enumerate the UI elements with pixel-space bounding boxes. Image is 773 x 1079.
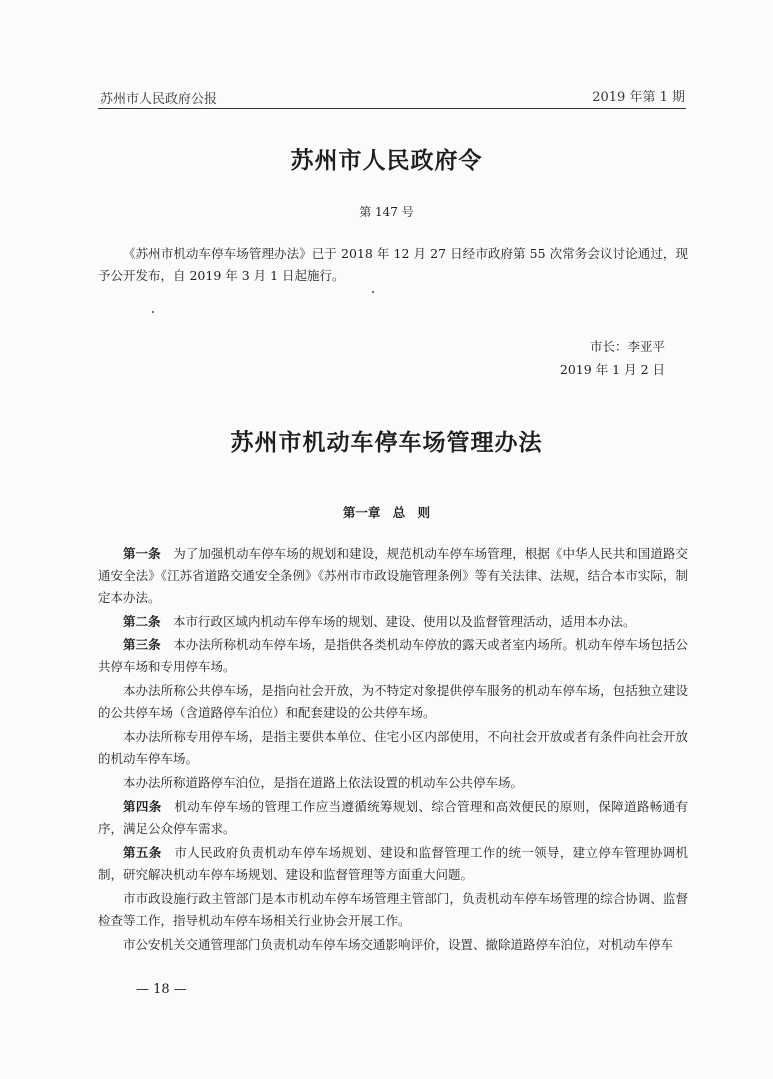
article-label: 第二条 bbox=[123, 614, 161, 629]
paragraph: 本办法所称公共停车场，是指向社会开放，为不特定对象提供停车服务的机动车停车场，包括独立建设的公共停车场（含道路停车泊位）和配套建设的公共停车场。 bbox=[98, 683, 688, 720]
decree-intro: 《苏州市机动车停车场管理办法》已于 2018 年 12 月 27 日经市政府第 55 次常务会议讨论通过，现予公开发布，自 2019 年 3 月 1 日起施行。 bbox=[98, 246, 688, 283]
article-label: 第四条 bbox=[123, 799, 162, 814]
decree-number: 第 147 号 bbox=[359, 205, 414, 219]
paragraph: 本办法所称专用停车场，是指主要供本单位、住宅小区内部使用，不向社会开放或者有条件向社会开放的机动车停车场。 bbox=[98, 729, 688, 766]
article-text: 机动车停车场的管理工作应当遵循统筹规划、综合管理和高效便民的原则，保障道路畅通有序，满足公众停车需求。 bbox=[98, 799, 688, 836]
article-5 bbox=[98, 842, 688, 886]
chapter-heading: 第一章 总 则 bbox=[342, 505, 431, 520]
article-text: 为了加强机动车停车场的规划和建设，规范机动车停车场管理，根据《中华人民共和国道路交通安全法》《江苏省道路交通安全条例》《苏州市市政设施管理条例》等有关法律、法规，结合本市实际，制定本办法。 bbox=[98, 546, 688, 605]
decree-title: 苏州市人民政府令 bbox=[290, 147, 483, 174]
paragraph: 本办法所称道路停车泊位，是指在道路上依法设置的机动车公共停车场。 bbox=[123, 775, 524, 790]
article-3 bbox=[98, 634, 688, 678]
header-publication: 苏州市人民政府公报 bbox=[100, 92, 218, 107]
page-number: — 18 — bbox=[136, 982, 187, 997]
speck bbox=[372, 291, 374, 293]
article-label: 第一条 bbox=[123, 546, 161, 561]
header-issue: 2019 年第 1 期 bbox=[592, 90, 685, 105]
article-1 bbox=[98, 543, 688, 609]
signatory: 市长：李亚平 bbox=[589, 339, 665, 354]
decree-date: 2019 年 1 月 2 日 bbox=[559, 362, 665, 377]
regulation-title: 苏州市机动车停车场管理办法 bbox=[230, 429, 543, 456]
article-text: 本市行政区域内机动车停车场的规划、建设、使用以及监督管理活动，适用本办法。 bbox=[173, 614, 636, 629]
article-text: 本办法所称机动车停车场，是指供各类机动车停放的露天或者室内场所。机动车停车场包括公共停车场和专用停车场。 bbox=[98, 637, 688, 674]
article-2 bbox=[98, 611, 688, 633]
article-label: 第五条 bbox=[123, 845, 162, 860]
article-4 bbox=[98, 796, 688, 840]
article-label: 第三条 bbox=[123, 637, 161, 652]
paragraph: 市公安机关交通管理部门负责机动车停车场交通影响评价，设置、撤除道路停车泊位，对机动车停车 bbox=[123, 937, 674, 952]
paragraph: 市市政设施行政主管部门是本市机动车停车场管理主管部门，负责机动车停车场管理的综合协调、监督检查等工作，指导机动车停车场相关行业协会开展工作。 bbox=[98, 891, 688, 928]
speck bbox=[152, 311, 154, 313]
article-text: 市人民政府负责机动车停车场规划、建设和监督管理工作的统一领导，建立停车管理协调机制，研究解决机动车停车场规划、建设和监督管理等方面重大问题。 bbox=[98, 845, 688, 882]
header-rule bbox=[98, 108, 686, 109]
